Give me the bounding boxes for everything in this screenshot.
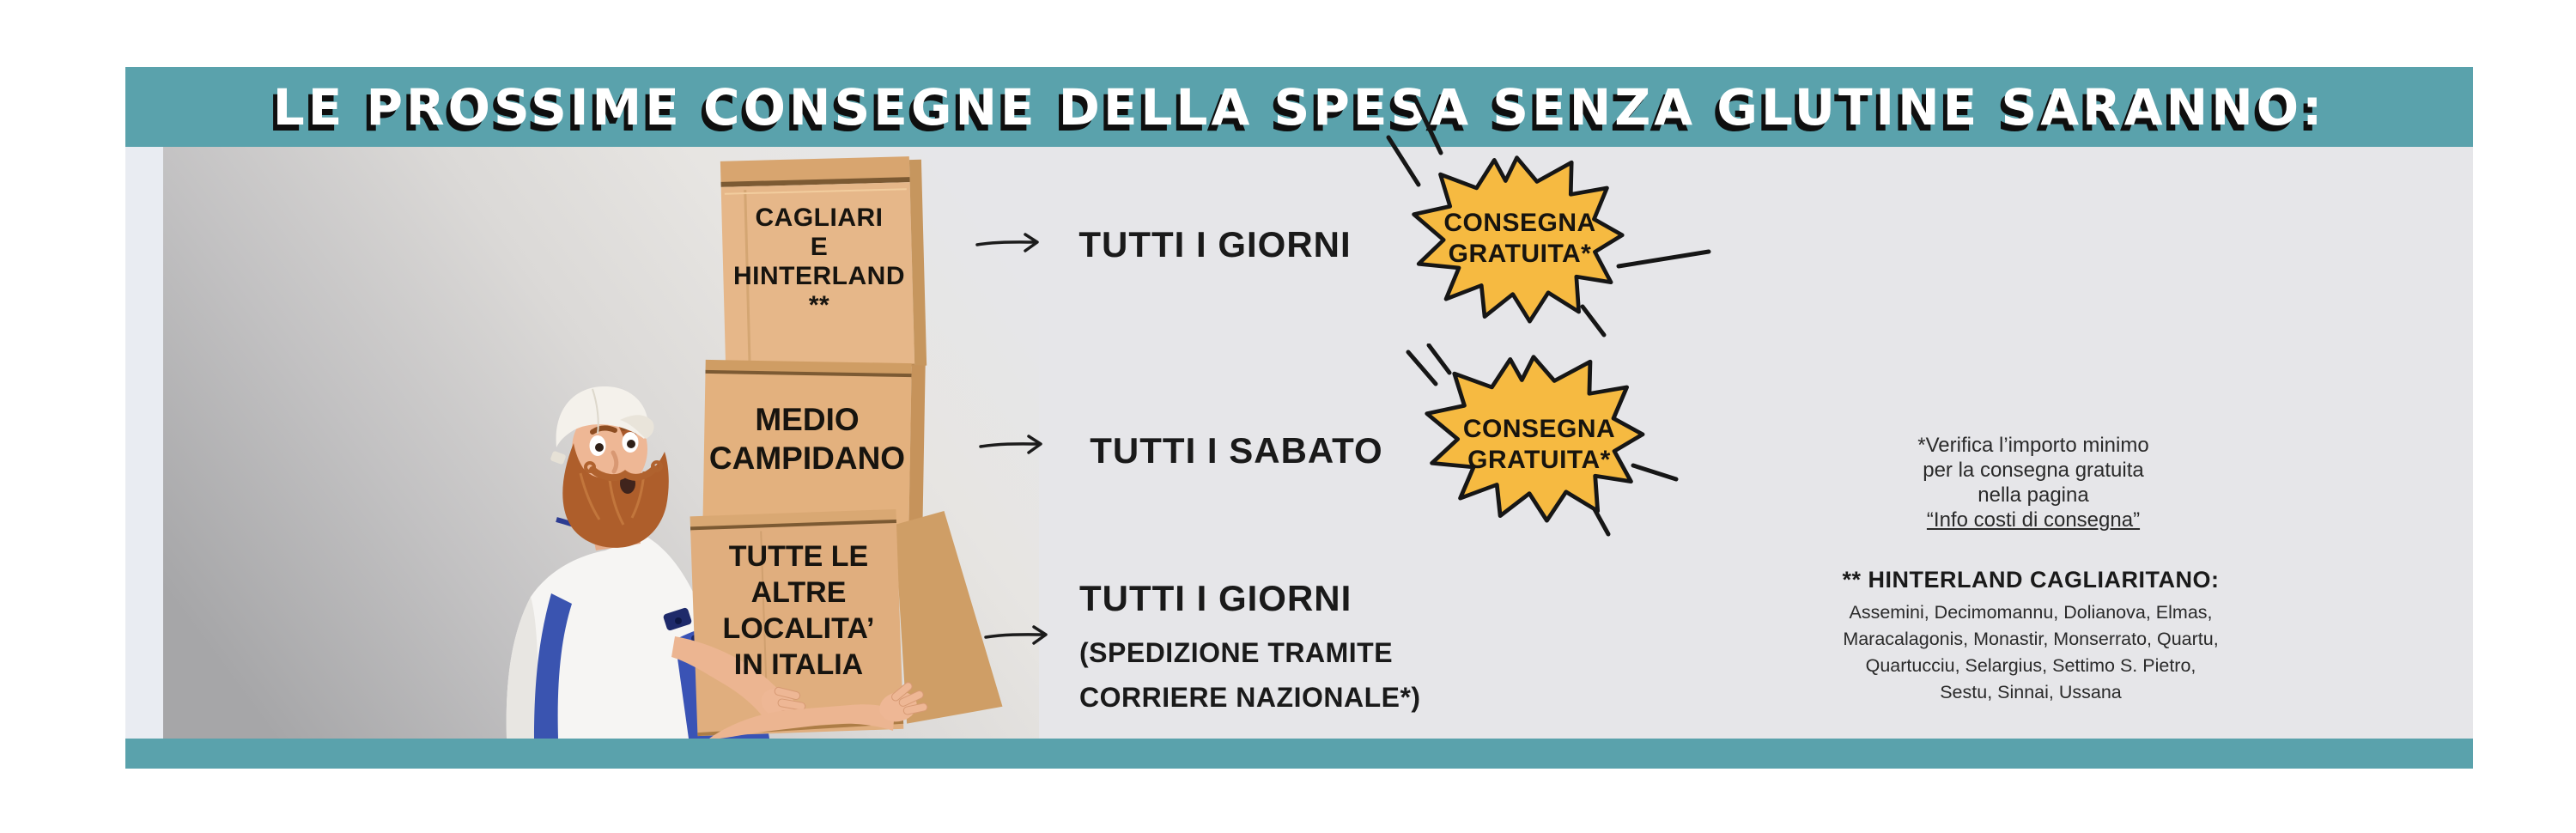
box-label-line: CAMPIDANO	[708, 441, 906, 476]
schedule-note-line: (SPEDIZIONE TRAMITE	[1079, 637, 1394, 668]
box-label-line: CAGLIARI	[755, 204, 884, 232]
town-list-line: Assemini, Decimomannu, Dolianova, Elmas,	[1849, 602, 2213, 623]
arrow-right-icon	[979, 433, 1051, 457]
box-label-medio-campidano	[702, 400, 912, 477]
badge-line: CONSEGNA	[1443, 209, 1596, 237]
free-delivery-note	[1801, 433, 2265, 532]
info-costi-di-consegna-link[interactable]: “Info costi di consegna”	[1926, 508, 2141, 532]
note-line: nella pagina	[1978, 483, 2089, 507]
box-label-line: E	[810, 233, 829, 261]
hinterland-town-list	[1713, 599, 2348, 706]
town-list-line: Sestu, Sinnai, Ussana	[1940, 682, 2122, 702]
arrow-right-icon	[975, 231, 1048, 255]
badge-line: GRATUITA*	[1448, 240, 1592, 268]
free-delivery-badge	[1413, 208, 1627, 270]
badge-line: GRATUITA*	[1467, 446, 1611, 474]
box-label-line: TUTTE LE	[728, 540, 869, 573]
box-label-cagliari	[726, 204, 913, 320]
box-label-altre-localita	[696, 538, 902, 683]
bottom-accent-bar	[125, 739, 2473, 769]
schedule-cagliari: TUTTI I GIORNI	[1078, 224, 1352, 264]
note-line: *Verifica l’importo minimo	[1917, 434, 2149, 457]
box-label-line: IN ITALIA	[733, 648, 864, 681]
arrow-right-icon	[984, 623, 1056, 648]
schedule-medio-campidano: TUTTI I SABATO	[1090, 430, 1383, 471]
banner-title: LE PROSSIME CONSEGNE DELLA SPESA SENZA GLUTINE SARANNO:	[272, 77, 2326, 137]
schedule-italia: TUTTI I GIORNI	[1079, 578, 1352, 618]
photo-left-edge	[125, 147, 163, 739]
town-list-line: Quartucciu, Selargius, Settimo S. Pietro,	[1865, 655, 2196, 676]
note-line: per la consegna gratuita	[1923, 459, 2144, 482]
free-delivery-badge	[1425, 414, 1653, 476]
box-label-line: LOCALITA’	[722, 612, 875, 645]
town-list-line: Maracalagonis, Monastir, Monserrato, Quartu,	[1843, 629, 2219, 649]
box-label-line: ALTRE	[750, 576, 847, 609]
schedule-note-line: CORRIERE NAZIONALE*)	[1079, 682, 1421, 713]
badge-line: CONSEGNA	[1462, 415, 1616, 443]
schedule-italia-note	[1079, 630, 1457, 720]
hinterland-heading: ** HINTERLAND CAGLIARITANO:	[1842, 567, 2220, 593]
box-label-line: HINTERLAND **	[733, 262, 905, 319]
box-label-line: MEDIO	[755, 402, 860, 437]
